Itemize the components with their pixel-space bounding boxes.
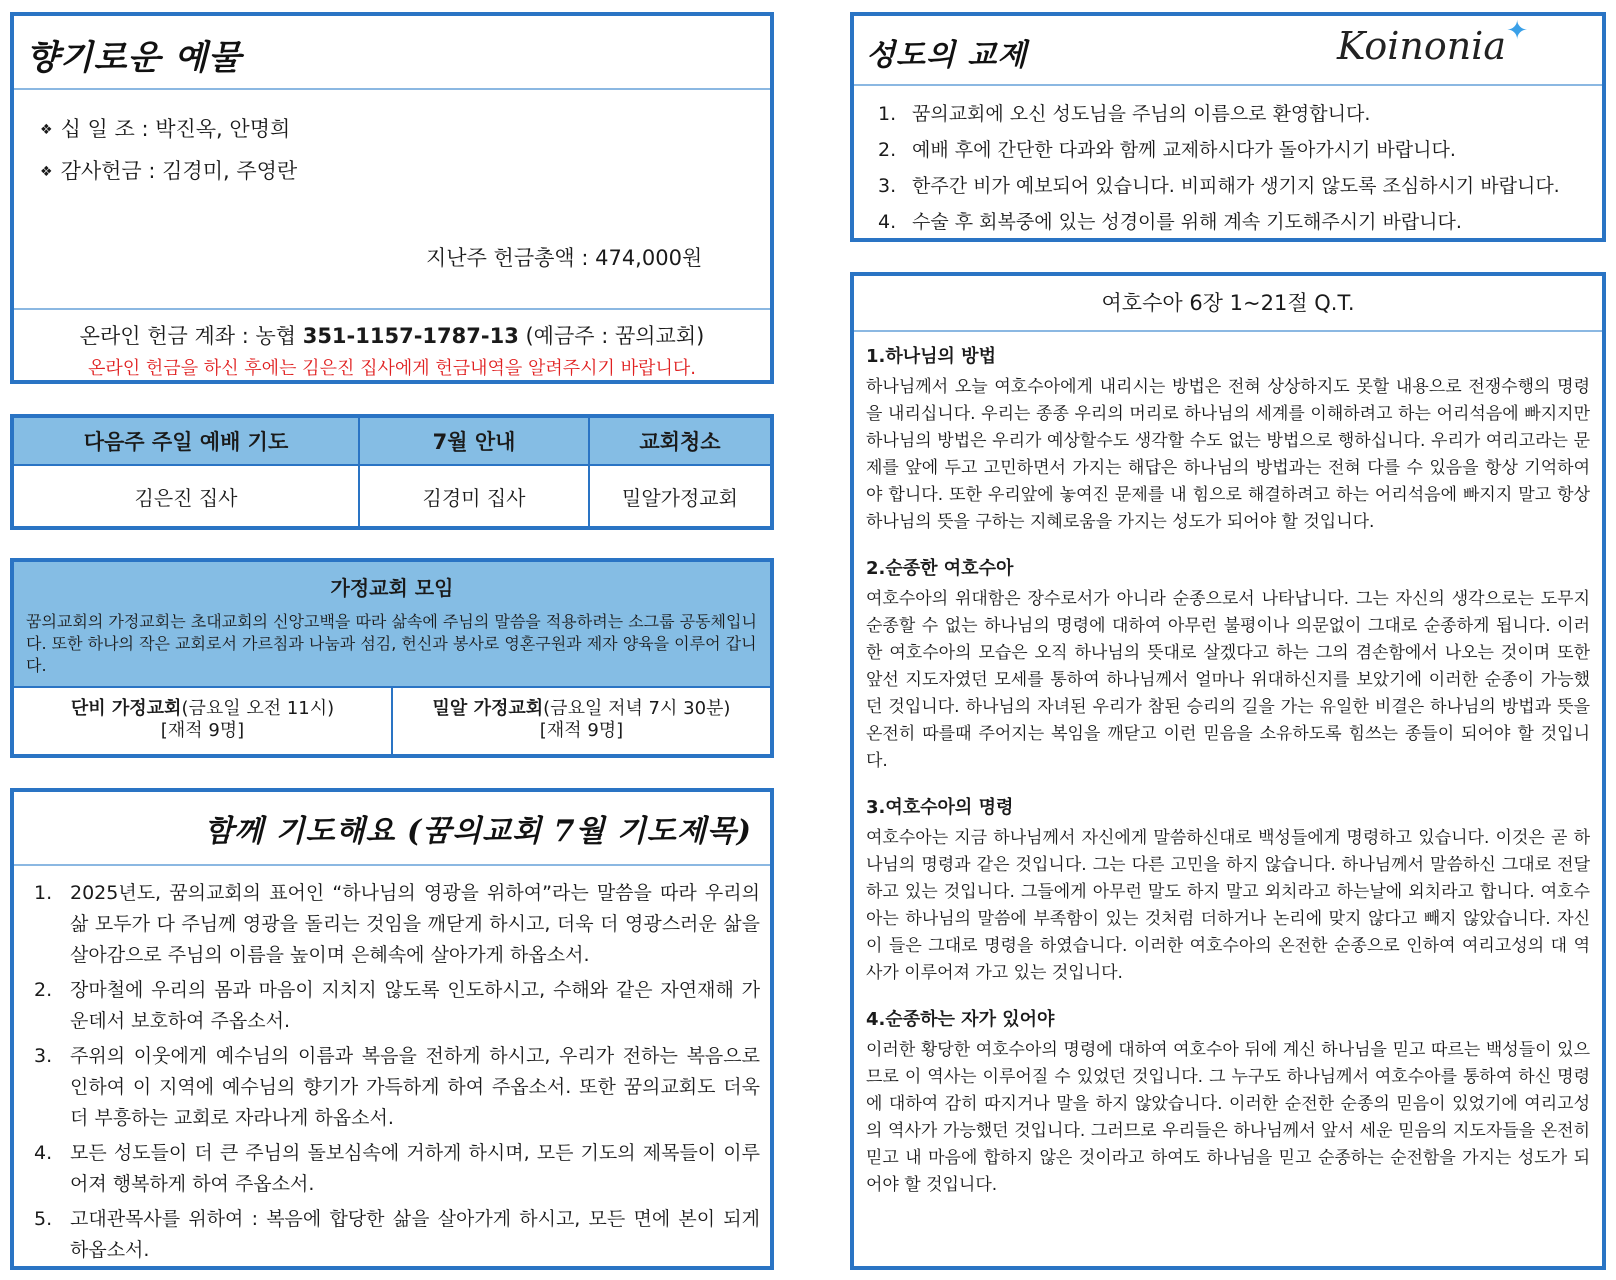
qt-section-heading: 4.순종하는 자가 있어야 [866, 1009, 1055, 1030]
duty-column [14, 418, 360, 526]
house-church-group [14, 688, 393, 754]
item-number: 1. [34, 882, 53, 904]
duty-value: 김경미 집사 [422, 485, 526, 510]
group-time: (금요일 저녁 7시 30분) [543, 698, 731, 719]
diamond-bullet-icon: ❖ [40, 164, 53, 180]
duty-header: 7월 안내 [360, 418, 588, 466]
fellowship-header [854, 16, 1602, 86]
online-account-line [14, 320, 770, 350]
prayer-box [10, 788, 774, 1270]
thanks-text: 감사헌금 : 김경미, 주영란 [60, 159, 298, 183]
item-text: 고대관목사를 위하여 : 복음에 합당한 삶을 살아가게 하시고, 모든 면에 본이 되게 하옵소서. [70, 1208, 760, 1261]
house-church-group [393, 688, 770, 754]
online-offering [14, 308, 770, 380]
item-text: 예배 후에 간단한 다과와 함께 교제하시다가 돌아가시기 바랍니다. [912, 139, 1456, 161]
group-count: [재적 9명] [160, 720, 245, 741]
group-count: [재적 9명] [539, 720, 624, 741]
duty-value: 김은진 집사 [134, 485, 238, 510]
item-text: 수술 후 회복중에 있는 성경이를 위해 계속 기도해주시기 바랍니다. [912, 211, 1462, 233]
sparkle-icon: ✦ [1506, 16, 1528, 46]
prayer-item [34, 878, 760, 971]
fellowship-item [878, 132, 1602, 168]
tithe-line [40, 108, 770, 150]
offering-title: 향기로운 예물 [14, 16, 770, 90]
prayer-item [34, 975, 760, 1037]
duty-header: 다음주 주일 예배 기도 [14, 418, 358, 466]
item-text: 2025년도, 꿈의교회의 표어인 “하나님의 영광을 위하여”라는 말씀을 따라 우리의 삶 모두가 다 주님께 영광을 돌리는 것임을 깨닫게 하시고, 더욱 더 영광스러운 삶을 살아감으로 주님의 이름을 높이며 은혜속에 살아가게 하옵소서. [70, 882, 760, 966]
online-suffix: (예금주 : 꿈의교회) [518, 324, 705, 348]
prayer-item [34, 1041, 760, 1134]
qt-box [850, 272, 1606, 1270]
last-week-total: 지난주 헌금총액 : 474,000원 [426, 246, 703, 270]
duty-column [360, 418, 590, 526]
house-church-description: 꿈의교회의 가정교회는 초대교회의 신앙고백을 따라 삶속에 주님의 말씀을 적용하려는 소그룹 공동체입니다. 또한 하나의 작은 교회로서 가르침과 나눔과 섬김, 헌신과 봉사로 영혼구원과 제자 양육을 이루어 갑니다. [26, 612, 757, 675]
prayer-title: 함께 기도해요 (꿈의교회 7월 기도제목) [14, 792, 770, 866]
group-time: (금요일 오전 11시) [181, 698, 335, 719]
qt-title: 여호수아 6장 1~21절 Q.T. [854, 276, 1602, 332]
fellowship-title: 성도의 교제 [866, 38, 1028, 73]
item-number: 3. [878, 175, 897, 197]
duty-value: 밀알가정교회 [622, 485, 738, 510]
item-number: 1. [878, 103, 897, 125]
fellowship-item [878, 168, 1602, 204]
item-text: 꿈의교회에 오신 성도님을 주님의 이름으로 환영합니다. [912, 103, 1371, 125]
group-name: 단비 가정교회 [70, 698, 182, 719]
fellowship-box [850, 12, 1606, 242]
qt-section-heading: 3.여호수아의 명령 [866, 797, 1014, 818]
qt-section-body: 이러한 황당한 여호수아의 명령에 대하여 여호수아 뒤에 계신 하나님을 믿고 따르는 백성들이 있으므로 이 역사는 이루어질 수 있었던 것입니다. 그 누구도 하나님께서 여호수아를 통하여 하신 명령에 대하여 감히 따지거나 말을 하지 않았습니다. 이러한 순전한 순종의 믿음이 있었기에 여리고성의 역사가 가능했던 것입니다. 그러므로 우리들은 하나님께서 앞서 세운 믿음의 지도자들을 온전히 믿고 내 마음에 합하지 않은 것이라고 하여도 하나님을 믿고 순종하는 순전함을 가지는 성도가 되어야 할 것입니다. [866, 1040, 1590, 1195]
offering-box [10, 12, 774, 384]
duty-header: 교회청소 [590, 418, 770, 466]
qt-section-body: 하나님께서 오늘 여호수아에게 내리시는 방법은 전혀 상상하지도 못할 내용으로 전쟁수행의 명령을 내리십니다. 우리는 종종 우리의 머리로 하나님의 세계를 이해하려고 하는 어리석음에 빠지지만 하나님의 방법은 우리가 예상할수도 생각할 수도 없는 방법으로 행하십니다. 우리가 여리고라는 문제를 앞에 두고 고민하면서 가지는 해답은 하나님의 방법과는 전혀 다를 수 있음을 항상 기억하여야 합니다. 또한 우리앞에 놓여진 문제를 내 힘으로 해결하려고 하는 어리석음에 빠지지 말고 항상 하나님의 뜻을 구하는 지혜로움을 가지는 성도가 되어야 할 것입니다. [866, 377, 1590, 532]
house-church-box [10, 558, 774, 758]
online-prefix: 온라인 헌금 계좌 : 농협 [79, 324, 303, 348]
tithe-text: 십 일 조 : 박진옥, 안명희 [60, 117, 291, 141]
qt-section-body: 여호수아의 위대함은 장수로서가 아니라 순종으로서 나타납니다. 그는 자신의 생각으로는 도무지 순종할 수 없는 하나님의 명령에 대하여 아무런 불평이나 의문없이 그대로 순종하게 됩니다. 이러한 여호수아의 모습은 오직 하나님의 뜻대로 살겠다고 하는 그의 겸손함에서 나오는 것이며 또한 앞선 지도자였던 모세를 통하여 하나님께서 얼마나 위대하신지를 보았기에 이러한 순종이 가능했던 것입니다. 하나님의 자녀된 우리가 참된 승리의 길을 가는 유일한 비결은 하나님의 방법과 뜻을 온전히 따를때 주어지는 복임을 깨닫고 이런 믿음을 소유하도록 힘쓰는 종들이 되어야 할 것입니다. [866, 589, 1590, 771]
fellowship-item [878, 96, 1602, 132]
item-number: 3. [34, 1045, 53, 1067]
logo-text: Koinonia [1336, 24, 1506, 68]
house-church-title: 가정교회 모임 [330, 576, 454, 600]
koinonia-logo [1336, 16, 1528, 68]
item-text: 주위의 이웃에게 예수님의 이름과 복음을 전하게 하시고, 우리가 전하는 복음으로 인하여 이 지역에 예수님의 향기가 가득하게 하여 주옵소서. 또한 꿈의교회도 더욱 더 부흥하는 교회로 자라나게 하옵소서. [70, 1045, 760, 1129]
thanks-line [40, 150, 770, 192]
prayer-item [34, 1204, 760, 1266]
group-name: 밀알 가정교회 [432, 698, 544, 719]
item-number: 2. [878, 139, 897, 161]
online-notice: 온라인 헌금을 하신 후에는 김은진 집사에게 헌금내역을 알려주시기 바랍니다. [88, 358, 696, 379]
diamond-bullet-icon: ❖ [40, 122, 53, 138]
item-number: 5. [34, 1208, 53, 1230]
item-number: 4. [34, 1142, 53, 1164]
prayer-item [34, 1138, 760, 1200]
online-account-number: 351-1157-1787-13 [302, 324, 519, 348]
qt-section-heading: 2.순종한 여호수아 [866, 558, 1014, 579]
fellowship-item [878, 204, 1602, 240]
item-text: 한주간 비가 예보되어 있습니다. 비피해가 생기지 않도록 조심하시기 바랍니다. [912, 175, 1560, 197]
duty-column [590, 418, 770, 526]
item-text: 장마철에 우리의 몸과 마음이 지치지 않도록 인도하시고, 수해와 같은 자연재해 가운데서 보호하여 주옵소서. [70, 979, 760, 1032]
duties-table [10, 414, 774, 530]
qt-section-heading: 1.하나님의 방법 [866, 346, 996, 367]
item-text: 모든 성도들이 더 큰 주님의 돌보심속에 거하게 하시며, 모든 기도의 제목들이 이루어져 행복하게 하여 주옵소서. [70, 1142, 760, 1195]
item-number: 4. [878, 211, 897, 233]
qt-section-body: 여호수아는 지금 하나님께서 자신에게 말씀하신대로 백성들에게 명령하고 있습니다. 이것은 곧 하나님의 명령과 같은 것입니다. 그는 다른 고민을 하지 않습니다. 하나님께서 말씀하신 그대로 전달하고 있는 것입니다. 그들에게 아무런 말도 하지 말고 외치라고 하는날에 외치라고 합니다. 여호수아는 하나님의 말씀에 부족함이 있는 것처럼 더하거나 논리에 맞지 않다고 빼지 않았습니다. 자신이 들은 그대로 명령을 하였습니다. 이러한 여호수아의 온전한 순종으로 인하여 여리고성의 대 역사가 이루어져 가고 있는 것입니다. [866, 828, 1590, 983]
item-number: 2. [34, 979, 53, 1001]
